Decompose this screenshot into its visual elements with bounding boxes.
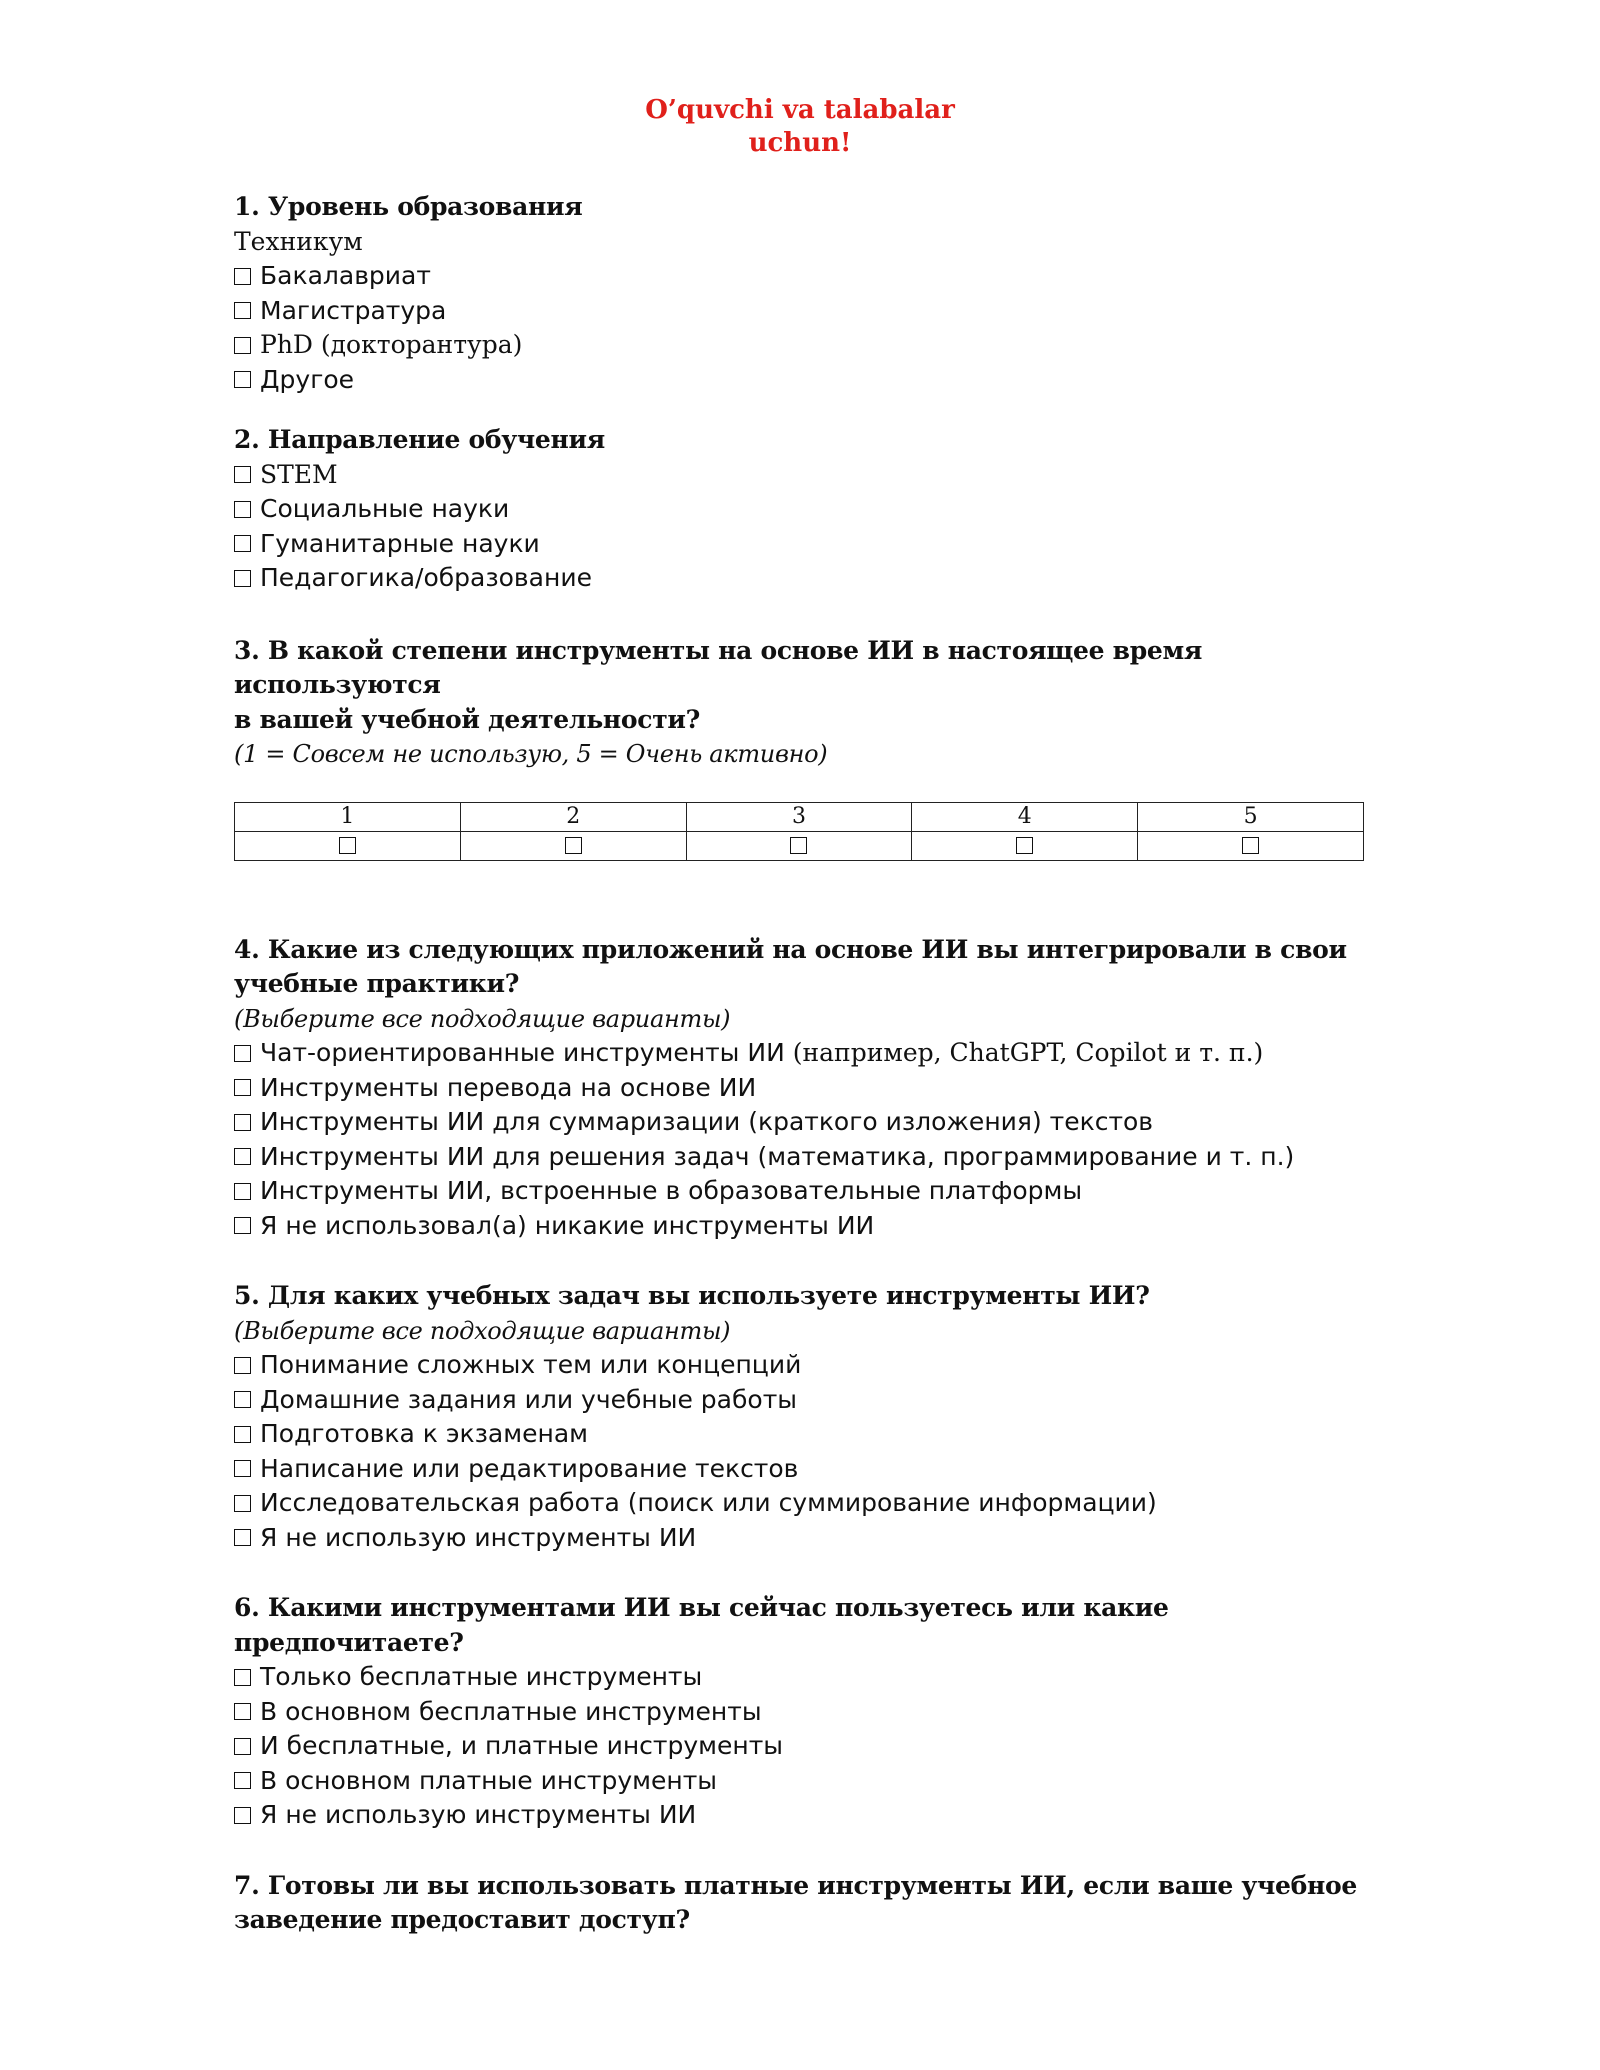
checkbox[interactable] [234,1391,251,1408]
rating-cell[interactable] [912,831,1138,860]
q5-option-label: Исследовательская работа (поиск или суммирование информации) [260,1488,1157,1517]
q6-option-label: Я не использую инструменты ИИ [260,1800,697,1829]
question-2 [234,423,1364,596]
checkbox[interactable] [234,1148,251,1165]
q1-option[interactable] [234,328,1364,363]
q2-option-label: STEM [260,459,338,489]
checkbox[interactable] [234,1772,251,1789]
q1-option-technikum [234,225,1364,260]
q6-option-label: И бесплатные, и платные инструменты [260,1731,784,1760]
checkbox[interactable] [234,1703,251,1720]
q4-option[interactable] [234,1209,1364,1244]
q1-option-label: Техникум [234,226,363,256]
q5-option[interactable] [234,1486,1364,1521]
checkbox[interactable] [234,466,251,483]
question-6 [234,1591,1364,1833]
question-4-hint: (Выберите все подходящие варианты) [234,1004,731,1033]
q1-option-label: Бакалавриат [260,261,431,290]
q5-option[interactable] [234,1452,1364,1487]
q2-option-label: Гуманитарные науки [260,528,540,558]
q2-option-label: Социальные науки [260,494,510,523]
q4-option[interactable] [234,1036,1364,1071]
question-3 [234,634,1364,861]
survey-content [234,190,1364,1938]
rating-scale-label: 2 [460,802,686,831]
q1-option[interactable] [234,363,1364,398]
question-1-title: 1. Уровень образования [234,192,583,221]
rating-scale-checkbox-row [235,831,1364,860]
rating-cell[interactable] [460,831,686,860]
checkbox[interactable] [234,1495,251,1512]
question-3-title-line2: в вашей учебной деятельности? [234,704,700,734]
checkbox[interactable] [234,1669,251,1686]
q4-option-label: Инструменты ИИ, встроенные в образовательные платформы [260,1176,1083,1205]
checkbox[interactable] [234,337,251,354]
q2-option[interactable] [234,458,1364,493]
q5-option[interactable] [234,1521,1364,1556]
question-7-title-line2: заведение предоставит доступ? [234,1905,690,1934]
question-4-title-line1: 4. Какие из следующих приложений на основе ИИ вы интегрировали в свои [234,934,1347,964]
q5-option-label: Домашние задания или учебные работы [260,1384,797,1414]
checkbox[interactable] [234,1426,251,1443]
question-5-hint: (Выберите все подходящие варианты) [234,1316,731,1345]
rating-cell[interactable] [235,831,461,860]
question-4-title-line2: учебные практики? [234,969,520,998]
rating-scale-label: 1 [235,802,461,831]
checkbox[interactable] [234,268,251,285]
checkbox[interactable] [234,1217,251,1234]
q5-option-label: Подготовка к экзаменам [260,1419,589,1448]
question-5 [234,1279,1364,1555]
q4-option-label: Инструменты перевода на основе ИИ [260,1072,757,1102]
question-7 [234,1869,1364,1938]
q5-option-label: Понимание сложных тем или концепций [260,1350,802,1379]
q6-option[interactable] [234,1729,1364,1764]
q6-option[interactable] [234,1660,1364,1695]
q4-option-examples: (например, ChatGPT, Copilot и т. п.) [784,1038,1264,1067]
q5-option-label: Я не использую инструменты ИИ [260,1522,697,1552]
q6-option[interactable] [234,1764,1364,1799]
checkbox[interactable] [234,1460,251,1477]
q6-option[interactable] [234,1798,1364,1833]
checkbox[interactable] [1242,837,1259,854]
q4-option[interactable] [234,1105,1364,1140]
checkbox[interactable] [234,1079,251,1096]
checkbox[interactable] [234,501,251,518]
q2-option-label: Педагогика/образование [260,563,592,592]
q4-option-label: Я не использовал(а) никакие инструменты ИИ [260,1210,875,1240]
q4-option[interactable] [234,1140,1364,1175]
q5-option[interactable] [234,1383,1364,1418]
checkbox[interactable] [234,1807,251,1824]
question-2-title: 2. Направление обучения [234,425,605,454]
q5-option[interactable] [234,1417,1364,1452]
q4-option-label: Инструменты ИИ для решения задач (математика, программирование и т. п.) [260,1141,1295,1171]
checkbox[interactable] [234,371,251,388]
q1-option[interactable] [234,294,1364,329]
rating-scale-label: 3 [686,802,912,831]
page-title-line1: O’quvchi va talabalar [645,95,955,125]
checkbox[interactable] [234,535,251,552]
q4-option-label: Инструменты ИИ для суммаризации (краткого изложения) текстов [260,1107,1154,1136]
question-7-title-line1: 7. Готовы ли вы использовать платные инструменты ИИ, если ваше учебное [234,1870,1357,1900]
q5-option[interactable] [234,1348,1364,1383]
question-3-hint: (1 = Совсем не использую, 5 = Очень активно) [234,740,828,768]
q2-option[interactable] [234,527,1364,562]
q1-option[interactable] [234,259,1364,294]
q1-option-label: PhD (докторантура) [260,330,523,359]
q1-option-label: Другое [260,364,355,394]
q2-option[interactable] [234,492,1364,527]
q4-option[interactable] [234,1071,1364,1106]
question-3-title-line1: 3. В какой степени инструменты на основе ИИ в настоящее время используются [234,635,1203,699]
question-6-title: 6. Какими инструментами ИИ вы сейчас пользуетесь или какие предпочитаете? [234,1593,1169,1657]
rating-cell[interactable] [686,831,912,860]
q1-option-label: Магистратура [260,295,447,325]
q2-option[interactable] [234,561,1364,596]
q6-option-label: В основном бесплатные инструменты [260,1696,762,1726]
checkbox[interactable] [234,1529,251,1546]
q6-option-label: Только бесплатные инструменты [260,1662,703,1691]
rating-scale-header-row [235,802,1364,831]
rating-scale-label: 5 [1138,802,1364,831]
rating-cell[interactable] [1138,831,1364,860]
checkbox[interactable] [234,1183,251,1200]
checkbox[interactable] [790,837,807,854]
q4-option[interactable] [234,1174,1364,1209]
checkbox[interactable] [234,302,251,319]
question-5-title: 5. Для каких учебных задач вы используете инструменты ИИ? [234,1281,1150,1310]
rating-scale-table [234,802,1364,861]
page-title-line2: uchun! [748,128,852,158]
question-4 [234,933,1364,1244]
checkbox[interactable] [234,1045,251,1062]
q6-option-label: В основном платные инструменты [260,1765,718,1795]
q4-option-label: Чат-ориентированные инструменты ИИ [260,1038,785,1067]
checkbox[interactable] [234,1738,251,1755]
q5-option-label: Написание или редактирование текстов [260,1453,799,1483]
checkbox[interactable] [234,1114,251,1131]
checkbox[interactable] [339,837,356,854]
checkbox[interactable] [1016,837,1033,854]
rating-scale-label: 4 [912,802,1138,831]
q6-option[interactable] [234,1695,1364,1730]
checkbox[interactable] [565,837,582,854]
checkbox[interactable] [234,570,251,587]
question-1 [234,190,1364,397]
checkbox[interactable] [234,1357,251,1374]
